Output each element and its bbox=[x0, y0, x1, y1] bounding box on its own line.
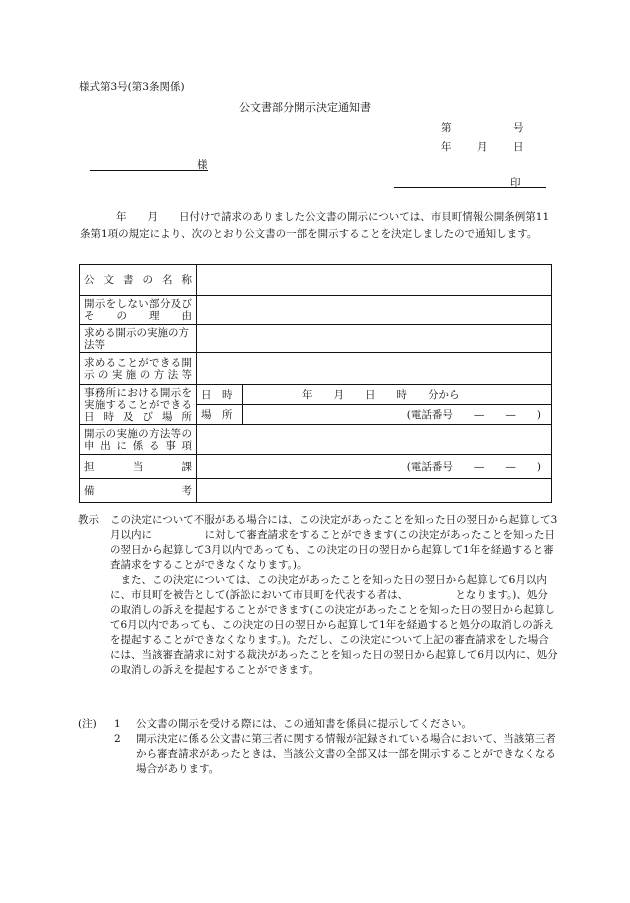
label-datetime: 日 時 bbox=[197, 385, 243, 405]
label-application-matters: 開示の実施の方法等の申出に係る事項 bbox=[80, 425, 197, 455]
addressee-sama: 様 bbox=[197, 159, 208, 171]
instruction-section bbox=[78, 513, 558, 678]
note-1-number: 1 bbox=[114, 718, 121, 730]
addressee-line bbox=[90, 170, 208, 171]
note-2-number: 2 bbox=[114, 733, 121, 745]
instruction-paragraph-2: また、この決定については、この決定があったことを知った日の翌日から起算して6月以内に、市貝町を被告として(訴訟において市貝町を代表する者は、 となります。)、処分の取消しの訴えを提起することができます(この決定があったことを知った日の翌日から起算して6月以内であっても、この決定の日の翌日から起算して1年を経過すると処分の取消しの訴えを提起することができなくなります。)。ただし、この決定について上記の審査請求をした場合には、当該審査請求に対する裁決があったことを知った日の翌日から起算して6月以内に、処分の取消しの訴えを提起することができます。 bbox=[110, 574, 558, 676]
label-requested-method: 求める開示の実施の方法等 bbox=[80, 325, 197, 353]
value-available-method bbox=[197, 353, 552, 385]
disclosure-table bbox=[79, 264, 552, 503]
date-day: 日 bbox=[513, 141, 524, 153]
value-requested-method bbox=[197, 325, 552, 353]
note-1-text: 公文書の開示を受ける際には、この通知書を係員に提示してください。 bbox=[136, 718, 472, 730]
label-office-datetime-place: 事務所における開示を実施することができる日時及び場所 bbox=[80, 385, 197, 425]
document-title: 公文書部分開示決定通知書 bbox=[239, 101, 371, 114]
value-undisclosed-part bbox=[197, 296, 552, 325]
value-application-matters bbox=[197, 425, 552, 455]
instruction-paragraph-1: この決定について不服がある場合には、この決定があったことを知った日の翌日から起算して3月以内に に対して審査請求をすることができます(この決定があったことを知った日の翌日から起算して3月以内であっても、この決定の日の翌日から起算して1年を経過すると審査請求をすることができなくなります。)。 bbox=[110, 514, 558, 571]
notes-label: (注) bbox=[78, 718, 97, 730]
date-month: 月 bbox=[477, 141, 488, 153]
label-available-method: 求めることができる開示の実施の方法等 bbox=[80, 353, 197, 385]
label-undisclosed-part: 開示をしない部分及びその理由 bbox=[80, 296, 197, 325]
value-datetime: 年 月 日 時 分から bbox=[243, 385, 552, 405]
sender-line bbox=[394, 187, 546, 188]
value-remarks bbox=[197, 479, 552, 503]
instruction-label: 教示 bbox=[78, 514, 99, 526]
number-go: 号 bbox=[513, 122, 524, 134]
form-label: 様式第3号(第3条関係) bbox=[79, 81, 185, 93]
label-department: 担当課 bbox=[80, 455, 197, 479]
value-document-name bbox=[197, 265, 552, 296]
label-place: 場 所 bbox=[197, 405, 243, 425]
intro-paragraph: 年 月 日付けで請求のありました公文書の開示については、市貝町情報公開条例第11条第1項の規定により、次のとおり公文書の一部を開示することを決定しましたので通知します。 bbox=[80, 211, 550, 240]
value-department: (電話番号 — — ) bbox=[197, 455, 552, 479]
seal-mark: 印 bbox=[510, 177, 521, 189]
date-year: 年 bbox=[441, 141, 452, 153]
value-place: (電話番号 — — ) bbox=[243, 405, 552, 425]
label-document-name: 公文書の名称 bbox=[80, 265, 197, 296]
label-remarks: 備考 bbox=[80, 479, 197, 503]
note-2-text: 開示決定に係る公文書に第三者に関する情報が記録されている場合において、当該第三者から審査請求があったときは、当該公文書の全部又は一部を開示することができなくなる場合があります。 bbox=[136, 733, 556, 775]
notes-section bbox=[78, 717, 558, 777]
number-dai: 第 bbox=[441, 122, 452, 134]
